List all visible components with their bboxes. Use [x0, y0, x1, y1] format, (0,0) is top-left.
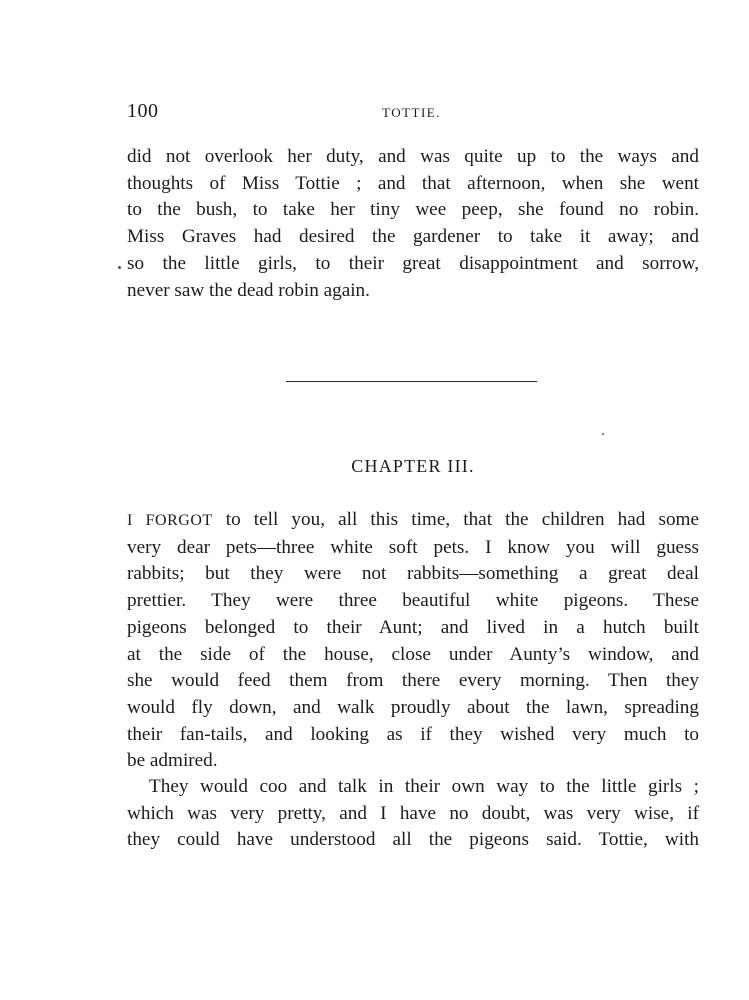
opening-words: I FORGOT [127, 512, 213, 529]
text-line: rabbits; but they were not rabbits—something a great deal [127, 563, 699, 585]
paragraph-continuation [127, 144, 699, 304]
paper-speck [118, 266, 121, 269]
paper-speck [602, 433, 604, 435]
paragraph [127, 774, 699, 854]
text-line: be admired. [127, 750, 218, 772]
text-line: thoughts of Miss Tottie ; and that afternoon, when she went [127, 172, 699, 194]
text-line: their fan-tails, and looking as if they wished very much to [127, 723, 699, 745]
text-line [127, 507, 699, 535]
text-line: which was very pretty, and I have no doubt, was very wise, if [127, 802, 699, 824]
text-line: they could have understood all the pigeons said. Tottie, with [127, 829, 699, 851]
page-number: 100 [127, 100, 159, 122]
text-line: never saw the dead robin again. [127, 279, 370, 301]
running-title: TOTTIE. [382, 105, 441, 120]
text-line: at the side of the house, close under Aunty’s window, and [127, 643, 699, 665]
text-line: very dear pets—three white soft pets. I know you will guess [127, 536, 699, 558]
text-line: prettier. They were three beautiful white pigeons. These [127, 590, 699, 612]
chapter-opening-paragraph [127, 507, 699, 775]
text-line: pigeons belonged to their Aunt; and lived in a hutch built [127, 616, 699, 638]
text-line-rest: to tell you, all this time, that the children had some [212, 509, 699, 530]
text-line: did not overlook her duty, and was quite up to the ways and [127, 146, 699, 167]
text-line: she would feed them from there every morning. Then they [127, 670, 699, 692]
text-line: to the bush, to take her tiny wee peep, she found no robin. [127, 199, 699, 221]
section-divider [286, 381, 537, 382]
text-line: Miss Graves had desired the gardener to take it away; and [127, 226, 699, 248]
chapter-heading: CHAPTER III. [351, 456, 475, 476]
running-head [127, 100, 699, 130]
text-line: They would coo and talk in their own way to the little girls ; [149, 776, 699, 797]
text-line: so the little girls, to their great disappointment and sorrow, [127, 252, 699, 274]
text-line: would fly down, and walk proudly about the lawn, spreading [127, 696, 699, 718]
